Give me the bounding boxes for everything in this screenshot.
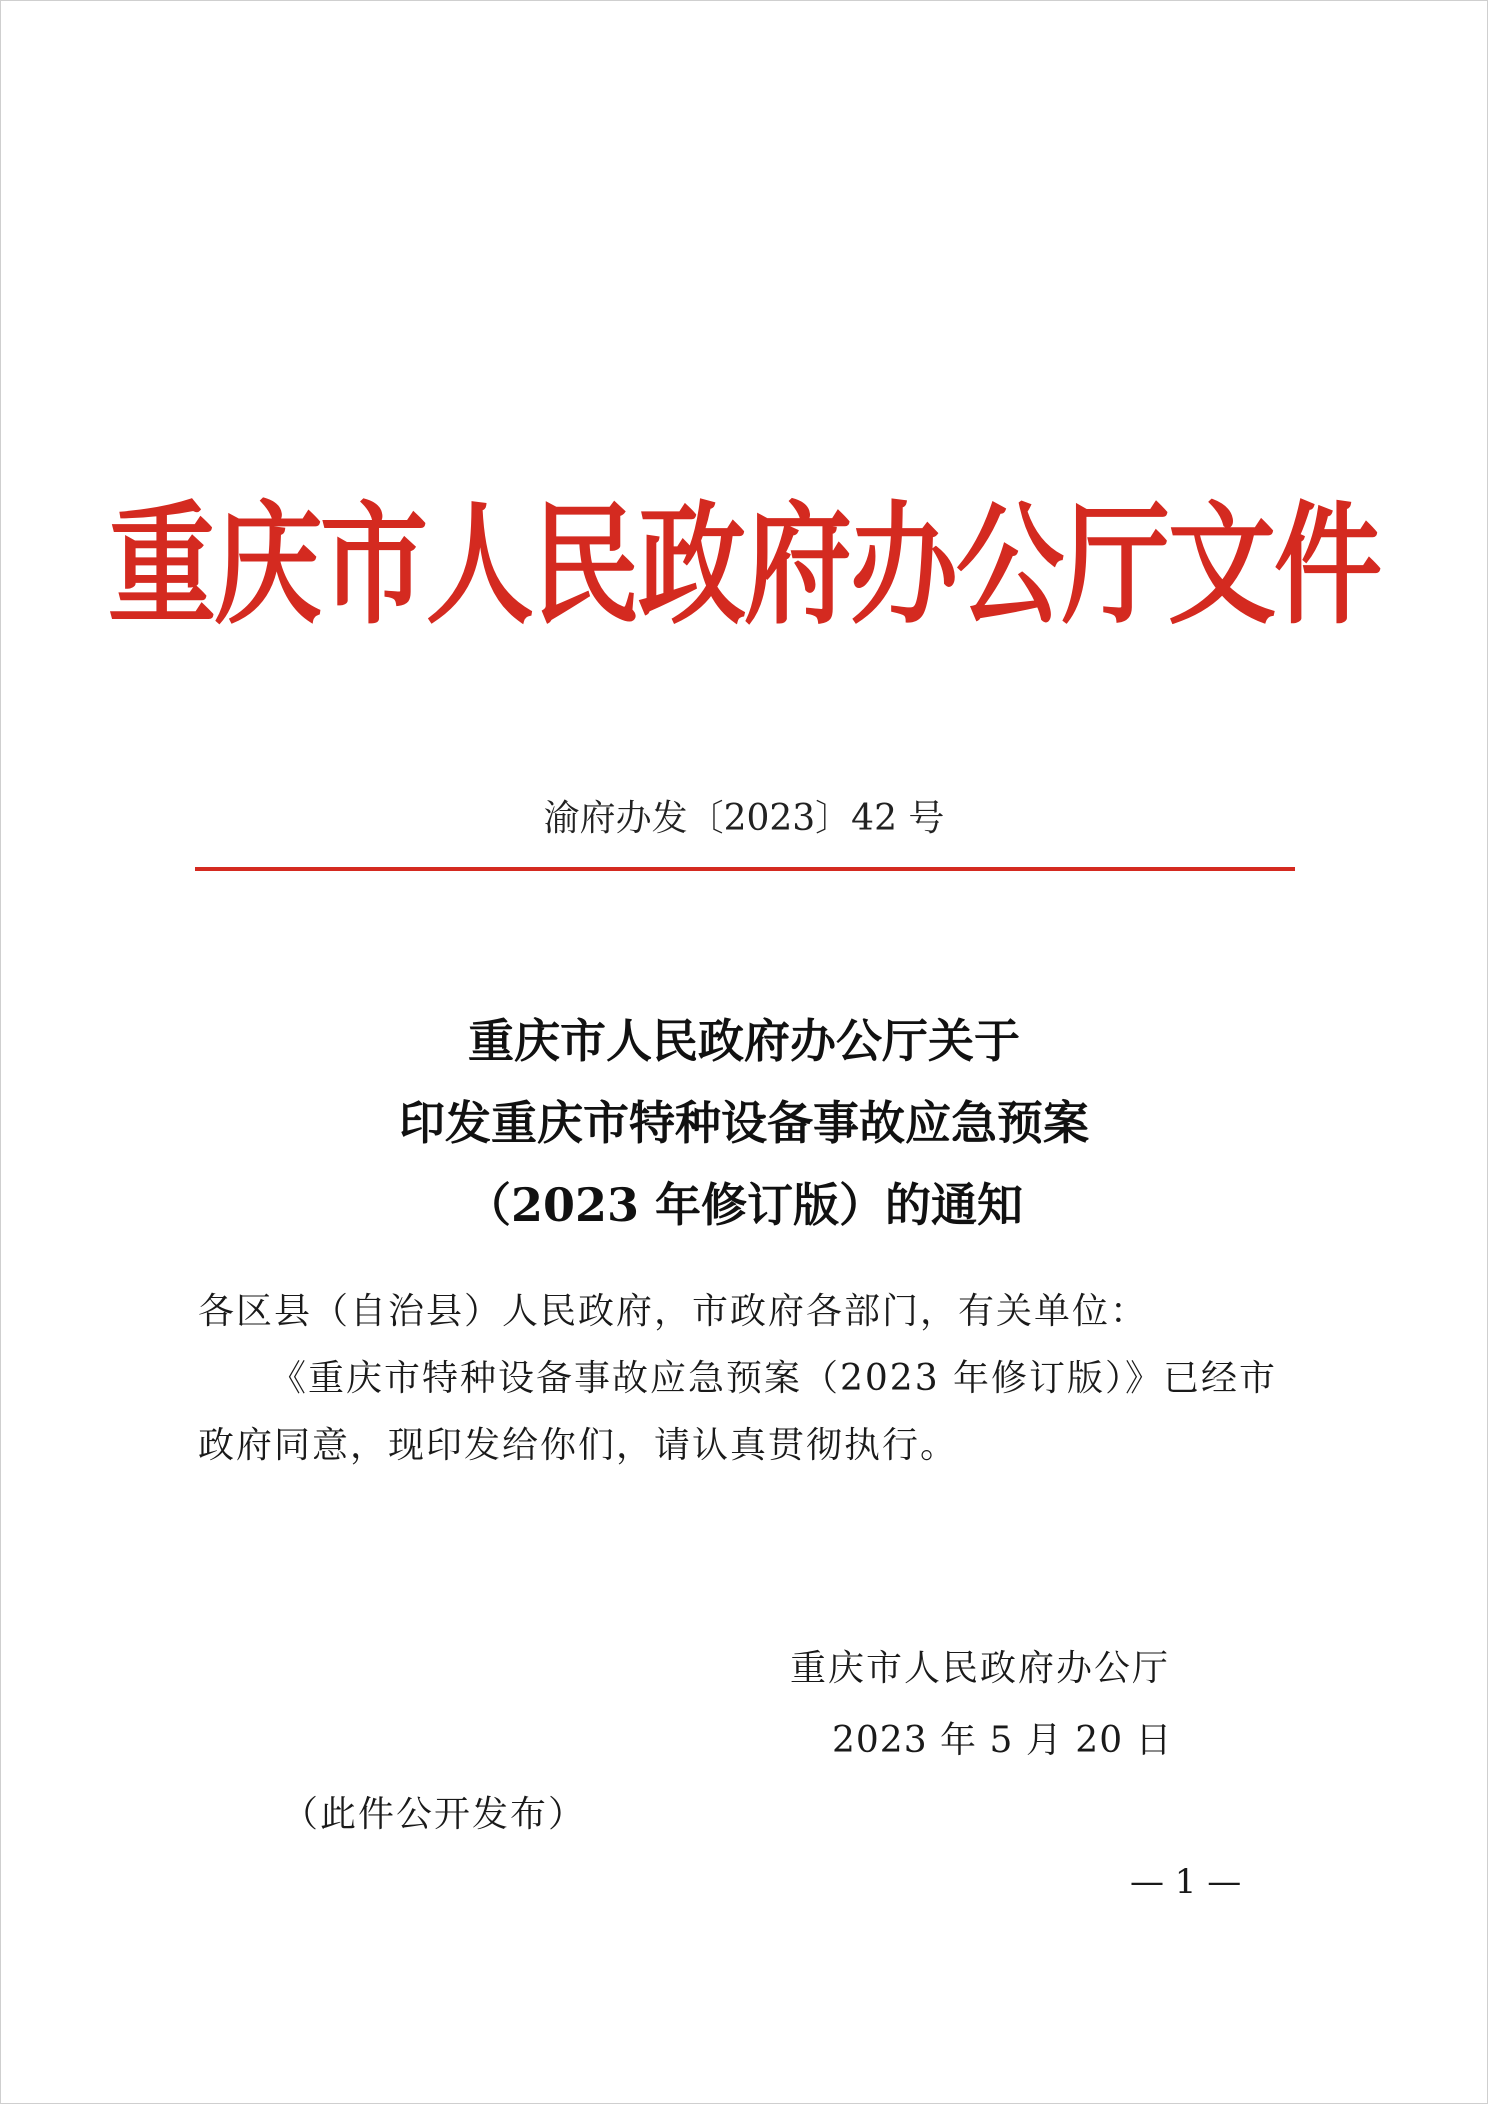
document-number: 渝府办发〔2023〕42 号: [543, 798, 945, 839]
page-number: — 1 —: [1130, 1862, 1242, 1902]
issuing-organization: 重庆市人民政府办公厅: [790, 1648, 1171, 1689]
notice-title: [0, 1000, 1488, 1246]
title-line: （2023 年修订版）的通知: [464, 1178, 1024, 1232]
document-header-title: 重庆市人民政府办公厅文件: [107, 489, 1380, 643]
title-line: 印发重庆市特种设备事故应急预案: [399, 1096, 1089, 1150]
red-divider-line: [195, 867, 1295, 871]
salutation: 各区县（自治县）人民政府，市政府各部门，有关单位：: [198, 1291, 1149, 1332]
title-line: 重庆市人民政府办公厅关于: [468, 1014, 1020, 1068]
publication-note: （此件公开发布）: [282, 1794, 587, 1835]
body-paragraph-line: 政府同意，现印发给你们，请认真贯彻执行。: [198, 1425, 959, 1466]
body-paragraph-line: 《重庆市特种设备事故应急预案（2023 年修订版）》已经市: [270, 1358, 1278, 1399]
issue-date: 2023 年 5 月 20 日: [832, 1720, 1173, 1761]
